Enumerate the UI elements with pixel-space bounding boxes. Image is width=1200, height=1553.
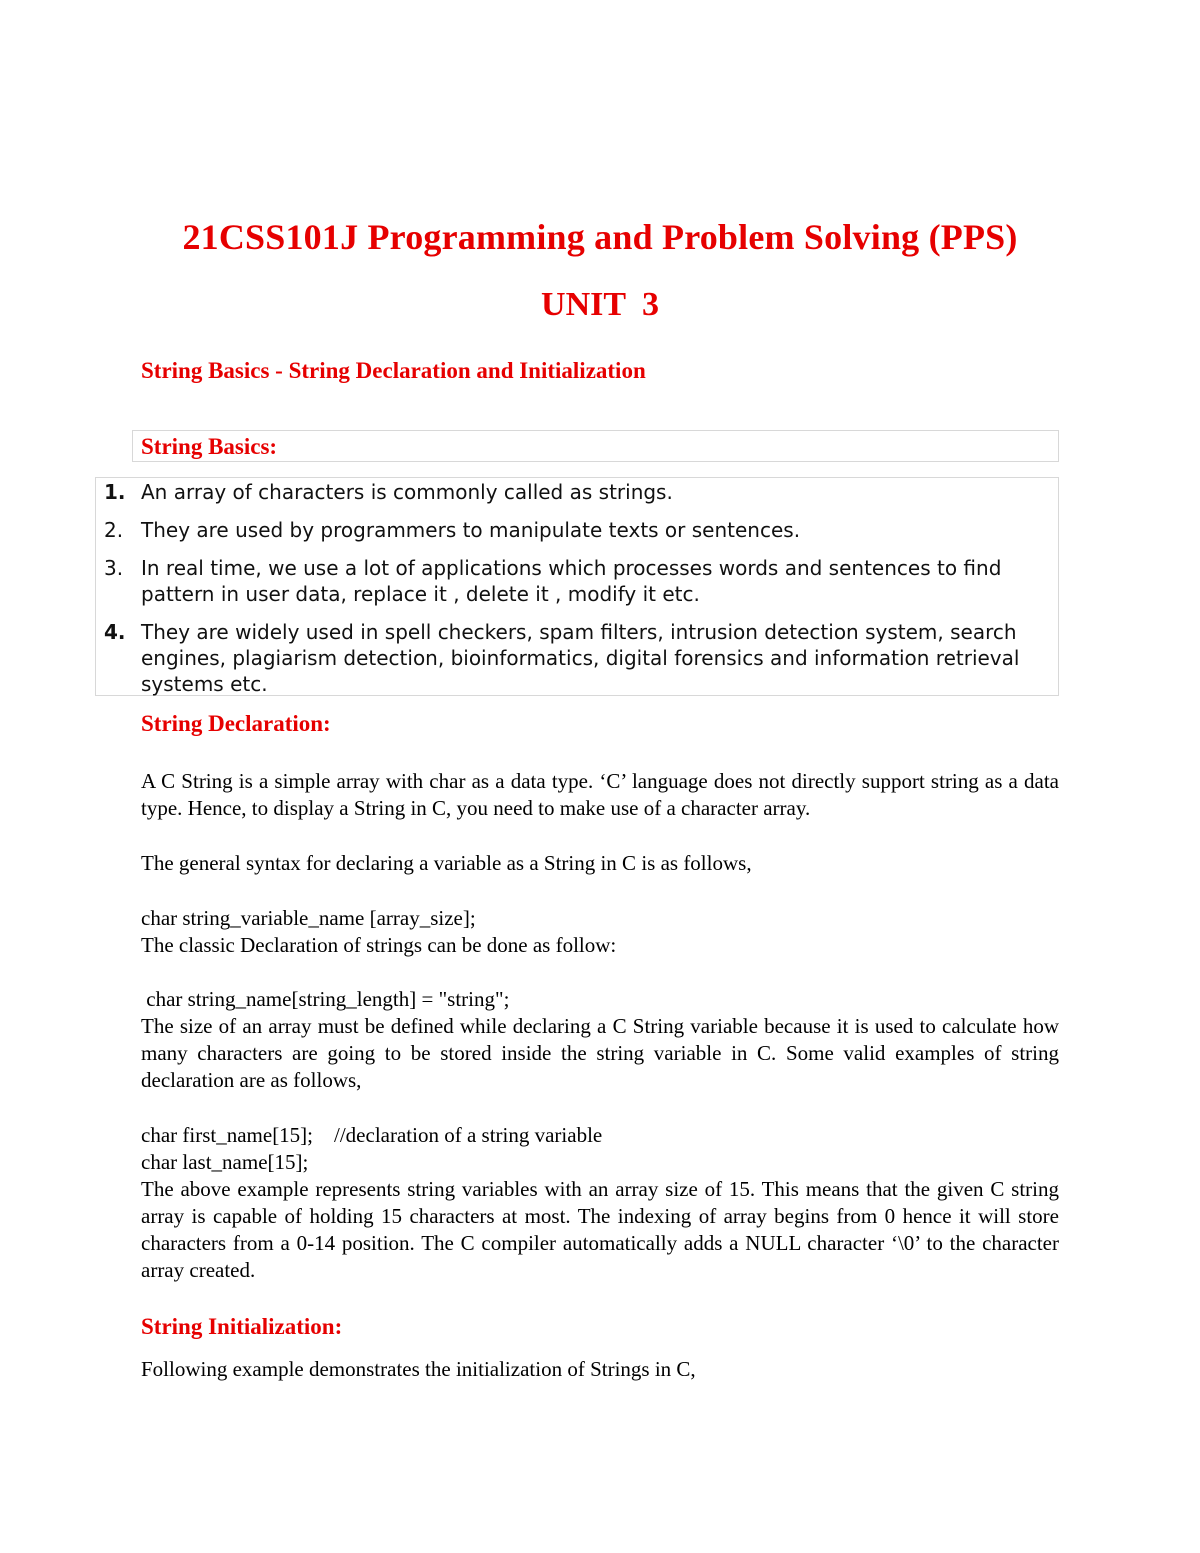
document-title: 21CSS101J Programming and Problem Solving (PPS) <box>182 217 1018 257</box>
declaration-paragraph-3: The size of an array must be defined while declaring a C String variable because it is used to calculate how many characters are going to be stored inside the string variable in C. Some valid examples of string declaration are as follows, <box>141 1014 1059 1092</box>
list-item: They are widely used in spell checkers, spam filters, intrusion detection system, search engines, plagiarism detection, bioinformatics, digital forensics and information retrieval systems etc. <box>141 620 1020 696</box>
declaration-paragraph-1: A C String is a simple array with char as a data type. ‘C’ language does not directly support string as a data type. Hence, to display a String in C, you need to make use of a character array. <box>141 769 1059 820</box>
basics-heading: String Basics: <box>141 434 278 459</box>
list-item: They are used by programmers to manipulate texts or sentences. <box>141 518 801 542</box>
initialization-paragraph-1: Following example demonstrates the initialization of Strings in C, <box>141 1357 696 1381</box>
list-item-number: 3. <box>104 556 124 580</box>
topic-heading: String Basics - String Declaration and Initialization <box>141 358 646 383</box>
initialization-heading: String Initialization: <box>141 1314 343 1339</box>
list-item-number: 2. <box>104 518 124 542</box>
classic-code: char string_name[string_length] = "string"; <box>141 987 510 1011</box>
example-code-1: char first_name[15]; //declaration of a string variable <box>141 1123 603 1147</box>
list-item: An array of characters is commonly called as strings. <box>141 480 673 504</box>
declaration-paragraph-2: The general syntax for declaring a variable as a String in C is as follows, <box>141 851 752 875</box>
declaration-paragraph-4: The above example represents string variables with an array size of 15. This means that the given C string array is capable of holding 15 characters at most. The indexing of array begins from 0 hence it will store characters from a 0-14 position. The C compiler automatically adds a NULL character ‘\0’ to the character array created. <box>141 1177 1059 1282</box>
list-item-number: 1. <box>104 480 126 504</box>
list-item-number: 4. <box>104 620 126 644</box>
classic-intro: The classic Declaration of strings can be done as follow: <box>141 933 617 957</box>
declaration-heading: String Declaration: <box>141 711 331 736</box>
syntax-code: char string_variable_name [array_size]; <box>141 906 476 930</box>
unit-heading: UNIT 3 <box>541 286 659 323</box>
list-item: In real time, we use a lot of applications which processes words and sentences to find pattern in user data, replace it , delete it , modify it etc. <box>141 556 1002 606</box>
example-code-2: char last_name[15]; <box>141 1150 309 1174</box>
